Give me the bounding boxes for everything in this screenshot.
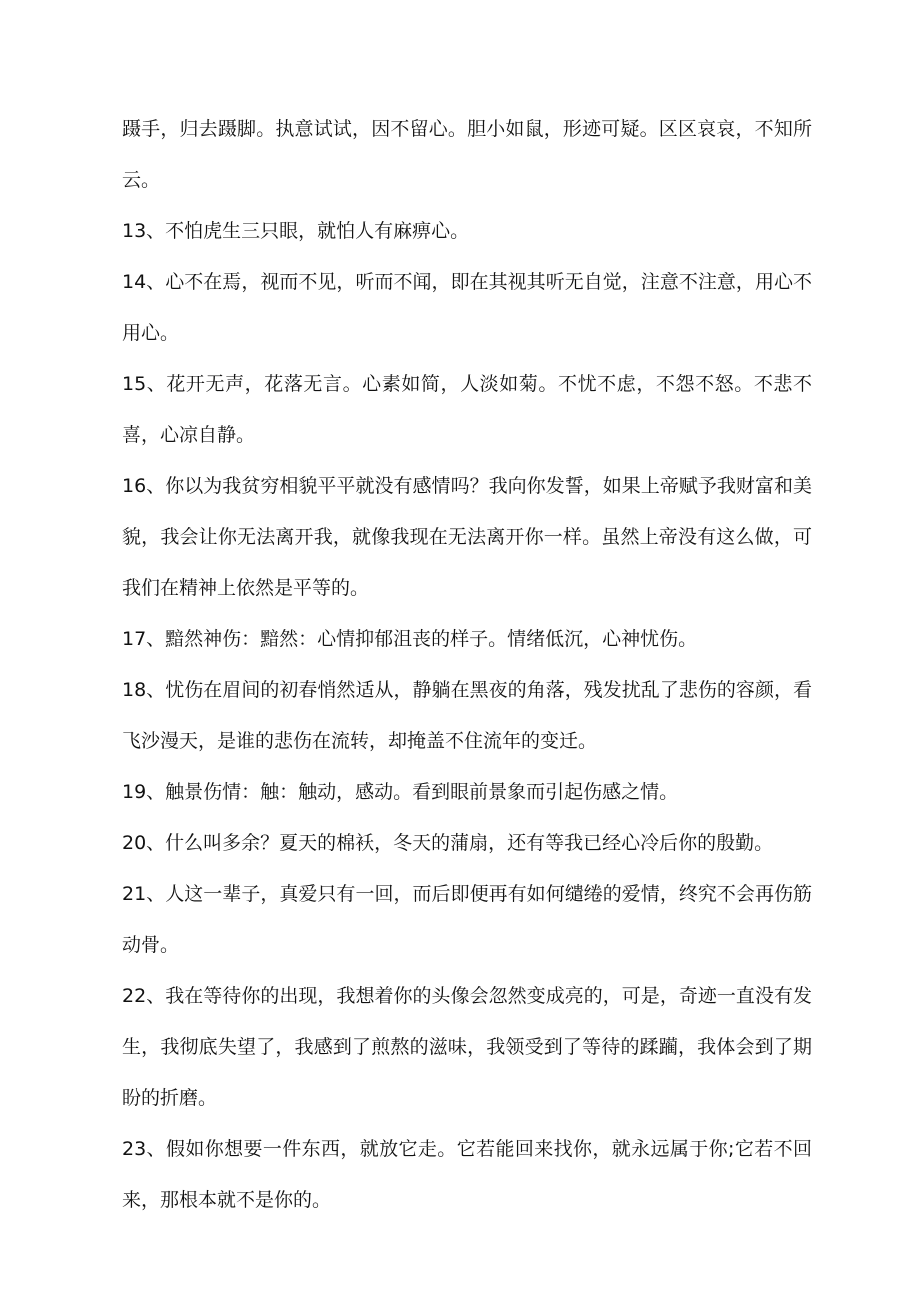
paragraph-14: 14、心不在焉，视而不见，听而不闻，即在其视其听无自觉，注意不注意，用心不用心。: [122, 271, 812, 344]
paragraph-22: 22、我在等待你的出现，我想着你的头像会忽然变成亮的，可是，奇迹一直没有发生，我彻底失望了，我感到了煎熬的滋味，我领受到了等待的蹂躏，我体会到了期盼的折磨。: [122, 985, 812, 1109]
document-page: [122, 104, 812, 1226]
paragraph-15: 15、花开无声，花落无言。心素如简，人淡如菊。不忧不虑，不怨不怒。不悲不喜，心凉自静。: [122, 373, 812, 446]
paragraph-17: 17、黯然神伤：黯然：心情抑郁沮丧的样子。情绪低沉，心神忧伤。: [122, 628, 698, 650]
paragraph-13: 13、不怕虎生三只眼，就怕人有麻痹心。: [122, 220, 470, 242]
paragraph-21: 21、人这一辈子，真爱只有一回，而后即便再有如何缱绻的爱情，终究不会再伤筋动骨。: [122, 883, 812, 956]
paragraph-18: 18、忧伤在眉间的初春悄然适从，静躺在黑夜的角落，残发扰乱了悲伤的容颜，看飞沙漫天，是谁的悲伤在流转，却掩盖不住流年的变迁。: [122, 679, 812, 752]
paragraph-19: 19、触景伤情：触：触动，感动。看到眼前景象而引起伤感之情。: [122, 781, 679, 803]
paragraph-23: 23、假如你想要一件东西，就放它走。它若能回来找你，就永远属于你;它若不回来，那根本就不是你的。: [122, 1138, 812, 1211]
paragraph-16: 16、你以为我贫穷相貌平平就没有感情吗？我向你发誓，如果上帝赋予我财富和美貌，我会让你无法离开我，就像我现在无法离开你一样。虽然上帝没有这么做，可我们在精神上依然是平等的。: [122, 475, 812, 599]
paragraph-continuation: 蹑手，归去蹑脚。执意试试，因不留心。胆小如鼠，形迹可疑。区区哀哀，不知所云。: [122, 118, 812, 191]
paragraph-20: 20、什么叫多余？夏天的棉袄，冬天的蒲扇，还有等我已经心冷后你的殷勤。: [122, 832, 774, 854]
